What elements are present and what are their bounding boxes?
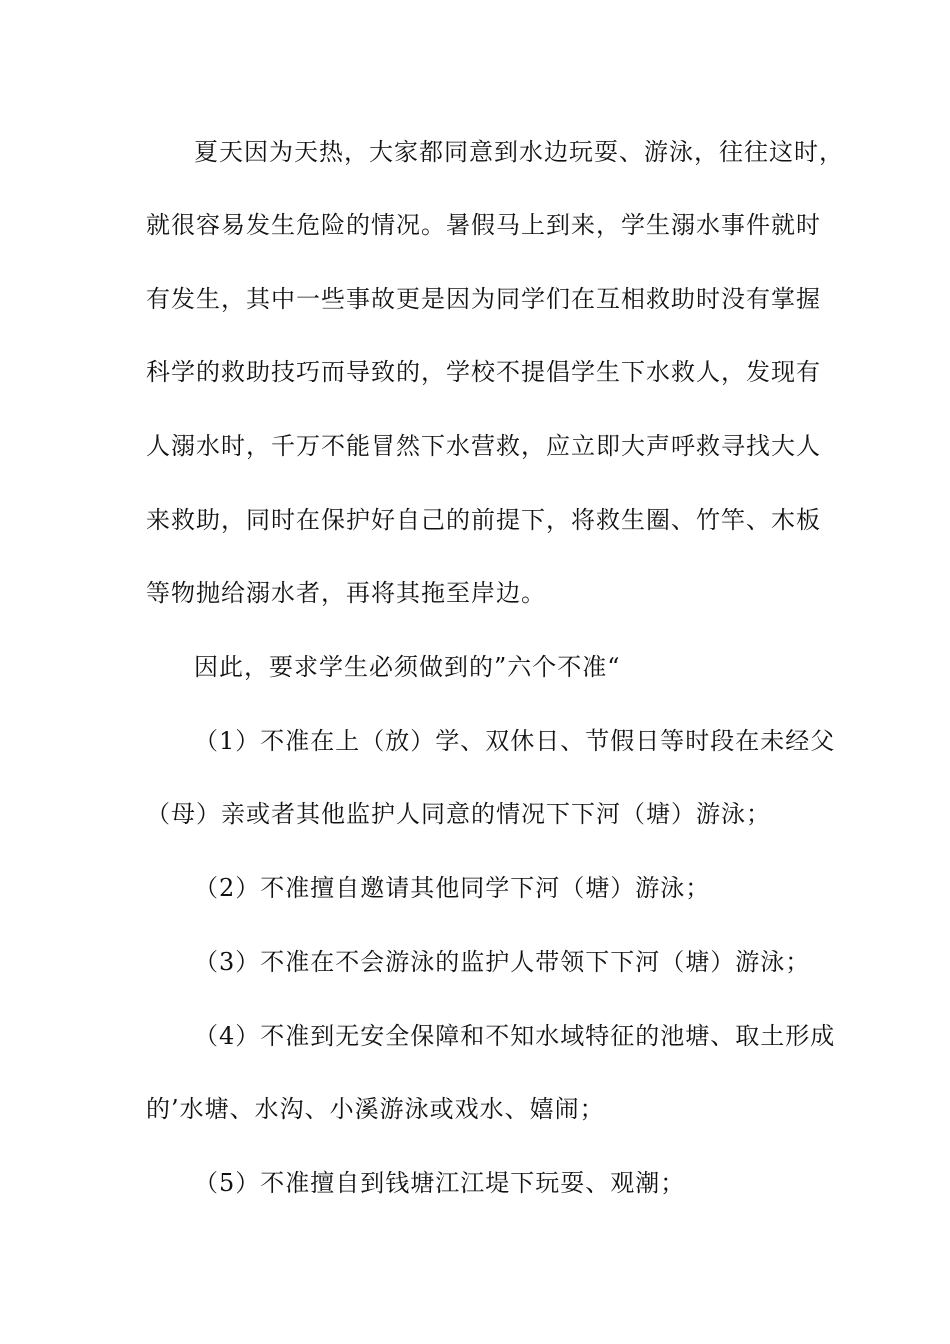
- paragraph-line: 等物抛给溺水者，再将其拖至岸边。: [146, 579, 546, 607]
- paragraph-line: 人溺水时，千万不能冒然下水营救，应立即大声呼救寻找大人: [146, 432, 821, 460]
- paragraph-lead-in: 因此，要求学生必须做到的”六个不准“: [194, 653, 621, 681]
- rule-line: （4）不准到无安全保障和不知水域特征的池塘、取土形成: [194, 1022, 836, 1050]
- paragraph-line: 就很容易发生危险的情况。暑假马上到来，学生溺水事件就时: [146, 211, 821, 239]
- paragraph-line: 科学的救助技巧而导致的，学校不提倡学生下水救人，发现有: [146, 358, 821, 386]
- rule-line: （2）不准擅自邀请其他同学下河（塘）游泳；: [194, 874, 711, 902]
- paragraph-line: 有发生，其中一些事故更是因为同学们在互相救助时没有掌握: [146, 285, 821, 313]
- rule-line: （1）不准在上（放）学、双休日、节假日等时段在未经父: [194, 727, 836, 755]
- rule-line: （5）不准擅自到钱塘江江堤下玩耍、观潮；: [194, 1169, 686, 1197]
- paragraph-line: 来救助，同时在保护好自己的前提下，将救生圈、竹竿、木板: [146, 506, 821, 534]
- rule-line: （3）不准在不会游泳的监护人带领下下河（塘）游泳；: [194, 948, 811, 976]
- rule-line: （母）亲或者其他监护人同意的情况下下河（塘）游泳；: [146, 800, 771, 828]
- paragraph-line: 夏天因为天热，大家都同意到水边玩耍、游泳，往往这时，: [194, 138, 844, 166]
- rule-line: 的’水塘、水沟、小溪游泳或戏水、嬉闹；: [146, 1095, 605, 1123]
